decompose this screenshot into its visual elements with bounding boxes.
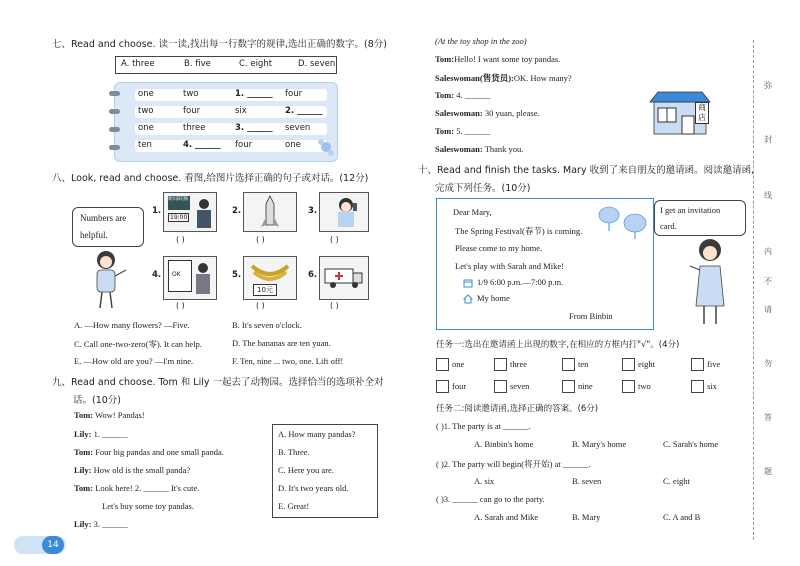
- cell: four: [285, 89, 303, 99]
- cell: ten: [138, 140, 152, 150]
- checkbox[interactable]: [436, 358, 449, 371]
- sidebar-char: 弥: [764, 81, 772, 90]
- lantern-icon: [597, 201, 649, 241]
- checkbox-label: four: [452, 381, 467, 391]
- dialogue-line: 30 yuan, please.: [484, 108, 540, 118]
- checkbox[interactable]: [562, 358, 575, 371]
- cell: one: [138, 123, 154, 133]
- presenter-icon: [194, 197, 214, 229]
- answer-option: C. Sarah's home: [663, 439, 719, 449]
- home-icon: [463, 294, 473, 304]
- picture-age-board: [163, 256, 217, 300]
- answer-paren: ( ): [176, 301, 185, 310]
- bubble-text: helpful.: [80, 230, 108, 240]
- cell: four: [183, 106, 201, 116]
- dialogue-line: Wow! Pandas!: [95, 410, 145, 420]
- pic-number: 4.: [152, 270, 162, 280]
- page-number: 14: [42, 536, 64, 554]
- checkbox-label: seven: [510, 381, 530, 391]
- invite-date: 1/9 6:00 p.m.—7:00 p.m.: [477, 277, 564, 287]
- dialogue-line: OK. How many?: [513, 73, 572, 83]
- sidebar-char: 请: [764, 305, 772, 314]
- sec9-option: C. Here you are.: [278, 465, 334, 475]
- choice-e: E. —How old are you? —I'm nine.: [74, 356, 194, 366]
- sequence-row: [135, 106, 327, 118]
- ring-icon: [109, 91, 120, 96]
- number-notebook: [114, 82, 338, 162]
- answer-paren: ( ): [330, 235, 339, 244]
- answer-option: B. Mary: [572, 512, 601, 522]
- bubble-text: I get an invitation: [660, 205, 721, 215]
- dialogue-line: 4. ______: [456, 90, 491, 100]
- ambulance-icon: [323, 265, 365, 291]
- sec9-option: A. How many pandas?: [278, 429, 356, 439]
- choice-a: A. —How many flowers? —Five.: [74, 320, 190, 330]
- ring-icon: [109, 109, 120, 114]
- checkbox[interactable]: [691, 358, 704, 371]
- answer-option: A. Sarah and Mike: [474, 512, 539, 522]
- bubble-text: Numbers are: [80, 213, 127, 223]
- dialogue-line: Let's buy some toy pandas.: [102, 501, 194, 511]
- task1-title: 任务一:选出在邀请函上出现的数字,在相应的方框内打"√"。(4分): [436, 340, 680, 350]
- dialogue-line: How old is the small panda?: [93, 465, 191, 475]
- invitation-card: [436, 198, 654, 330]
- invite-from: From Binbin: [569, 311, 613, 321]
- seal-line: [753, 40, 754, 540]
- blank: 2. ______: [285, 106, 323, 116]
- sec9-title: 九、Read and choose. Tom 和 Lily 一起去了动物园。选择恰当的选项补全对: [52, 377, 384, 388]
- picture-rocket: [243, 192, 297, 232]
- speaker: Tom:: [74, 447, 94, 457]
- pic-number: 6.: [308, 270, 318, 280]
- pic-number: 3.: [308, 206, 318, 216]
- answer-paren: ( ): [256, 301, 265, 310]
- sec7-option: C. eight: [239, 59, 273, 69]
- tv-caption: 新闻联播: [168, 196, 190, 210]
- cell: two: [138, 106, 154, 116]
- checkbox[interactable]: [622, 380, 635, 393]
- checkbox[interactable]: [494, 358, 507, 371]
- answer-paren: ( ): [330, 301, 339, 310]
- board-text: OK: [172, 271, 181, 278]
- blank: 4. ______: [183, 140, 221, 150]
- sec9-option: B. Three.: [278, 447, 310, 457]
- checkbox-label: eight: [638, 359, 655, 369]
- shop-sign-char: 商: [698, 103, 706, 112]
- speaker: Saleswoman:: [435, 144, 483, 154]
- choice-b: B. It's seven o'clock.: [232, 320, 302, 330]
- checkbox-label: nine: [578, 381, 593, 391]
- girl-phone-icon: [326, 195, 364, 229]
- speaker: Tom:: [74, 483, 94, 493]
- answer-option: B. seven: [572, 476, 602, 486]
- cell: one: [138, 89, 154, 99]
- shop-sign-char: 店: [698, 113, 706, 122]
- invite-greeting: Dear Mary,: [453, 207, 492, 217]
- answer-paren: ( ): [256, 235, 265, 244]
- answer-option: A. Binbin's home: [474, 439, 534, 449]
- teacher-icon: [192, 261, 214, 297]
- pic-number: 5.: [232, 270, 242, 280]
- picture-bananas: [243, 256, 297, 300]
- dialogue-line: 5. ______: [456, 126, 491, 136]
- bubble-text: card.: [660, 221, 677, 231]
- cell: four: [235, 140, 253, 150]
- checkbox-label: six: [707, 381, 717, 391]
- sequence-row: [135, 89, 327, 101]
- checkbox[interactable]: [494, 380, 507, 393]
- sidebar-char: 答: [764, 413, 772, 422]
- mary-illustration: [686, 236, 734, 328]
- clock-display: 19:00: [170, 214, 188, 221]
- invite-line: Please come to my home.: [455, 243, 543, 253]
- calendar-icon: [463, 278, 473, 288]
- dialogue-line: 1. ______: [93, 429, 128, 439]
- sec7-title: 七、Read and choose. 读一读,找出每一行数字的规律,选出正确的数字。(8分): [52, 39, 387, 50]
- answer-option: C. eight: [663, 476, 690, 486]
- answer-option: B. Mary's home: [572, 439, 627, 449]
- cell: three: [183, 123, 206, 133]
- blank: 3. ______: [235, 123, 273, 133]
- flower-icon: [315, 133, 337, 159]
- answer-option: C. A and B: [663, 512, 701, 522]
- cell: two: [183, 89, 199, 99]
- pic-number: 1.: [152, 206, 162, 216]
- cell: one: [285, 140, 301, 150]
- invite-line: The Spring Festival(春节) is coming.: [455, 226, 583, 236]
- sidebar-char: 不: [764, 277, 772, 286]
- choice-f: F. Ten, nine ... two, one. Lift off!: [232, 356, 344, 366]
- question: ( )3. ______ can go to the party.: [436, 494, 545, 504]
- speaker: Saleswoman:: [435, 108, 483, 118]
- blank: 1. ______: [235, 89, 273, 99]
- checkbox[interactable]: [562, 380, 575, 393]
- cell: six: [235, 106, 247, 116]
- speaker: Tom:: [435, 126, 455, 136]
- girl-illustration: [84, 248, 130, 310]
- sequence-row: [135, 140, 327, 152]
- rocket-icon: [258, 195, 282, 229]
- sidebar-char: 勿: [764, 359, 772, 368]
- dialogue-line: Thank you.: [484, 144, 524, 154]
- task2-title: 任务二:阅读邀请函,选择正确的答案。(6分): [436, 404, 599, 414]
- sec9-option: E. Great!: [278, 501, 310, 511]
- price-tag: 10元: [253, 284, 277, 296]
- answer-option: A. six: [474, 476, 495, 486]
- question: ( )2. The party will begin(将开始) at ______.: [436, 459, 591, 469]
- toy-shop-illustration: [648, 88, 712, 136]
- sec7-options: [115, 56, 337, 74]
- speaker: Tom:: [435, 90, 455, 100]
- pic-number: 2.: [232, 206, 242, 216]
- picture-ambulance: [319, 256, 369, 300]
- sec9-options-box: [272, 424, 378, 518]
- speaker: Lily:: [74, 519, 92, 529]
- sequence-row: [135, 123, 327, 135]
- picture-tv-news: [163, 192, 217, 232]
- dialogue-line: Look here! 2. ______ It's cute.: [95, 483, 200, 493]
- sec10-title: 十、Read and finish the tasks. Mary 收到了来自朋友的邀请函。阅读邀请函,: [418, 165, 755, 176]
- dialogue-line: Hello! I want some toy pandas.: [454, 54, 561, 64]
- speaker: Lily:: [74, 429, 92, 439]
- choice-c: C. Call one-two-zero(零). It can help.: [74, 339, 202, 349]
- sidebar-char: 内: [764, 247, 772, 256]
- sidebar-char: 封: [764, 135, 772, 144]
- invite-line: Let's play with Sarah and Mike!: [455, 261, 564, 271]
- checkbox-label: one: [452, 359, 465, 369]
- banana-icon: [248, 260, 292, 282]
- answer-paren: ( ): [176, 235, 185, 244]
- checkbox[interactable]: [622, 358, 635, 371]
- sec10-title-cont: 完成下列任务。(10分): [435, 183, 531, 194]
- cell: seven: [285, 123, 311, 133]
- speaker: Tom:: [74, 410, 94, 420]
- sec8-title: 八、Look, read and choose. 看图,给图片选择正确的句子或对话。(12分): [52, 173, 369, 184]
- checkbox[interactable]: [436, 380, 449, 393]
- checkbox[interactable]: [691, 380, 704, 393]
- sec7-option: D. seven: [298, 59, 336, 69]
- ring-icon: [109, 127, 120, 132]
- sec9-title-cont: 话。(10分): [73, 395, 122, 406]
- checkbox-label: ten: [578, 359, 589, 369]
- speaker: Lily:: [74, 465, 92, 475]
- sidebar-char: 题: [764, 467, 772, 476]
- ring-icon: [109, 145, 120, 150]
- sec7-option: A. three: [121, 59, 155, 69]
- sec7-option: B. five: [184, 59, 211, 69]
- choice-d: D. The bananas are ten yuan.: [232, 338, 331, 348]
- invite-place: My home: [477, 293, 510, 303]
- checkbox-label: five: [707, 359, 721, 369]
- checkbox-label: two: [638, 381, 651, 391]
- question: ( )1. The party is at ______.: [436, 421, 531, 431]
- sidebar-char: 线: [764, 191, 772, 200]
- checkbox-label: three: [510, 359, 527, 369]
- sec9-option: D. It's two years old.: [278, 483, 349, 493]
- speech-bubble-mary: [654, 200, 746, 236]
- speaker: Tom:: [435, 54, 455, 64]
- picture-phone-call: [319, 192, 369, 232]
- scene-caption: (At the toy shop in the zoo): [435, 36, 527, 46]
- speech-bubble: [72, 207, 144, 247]
- dialogue-line: 3. ______: [93, 519, 128, 529]
- dialogue-line: Four big pandas and one small panda.: [95, 447, 224, 457]
- speaker: Saleswoman(售货员):: [435, 73, 514, 83]
